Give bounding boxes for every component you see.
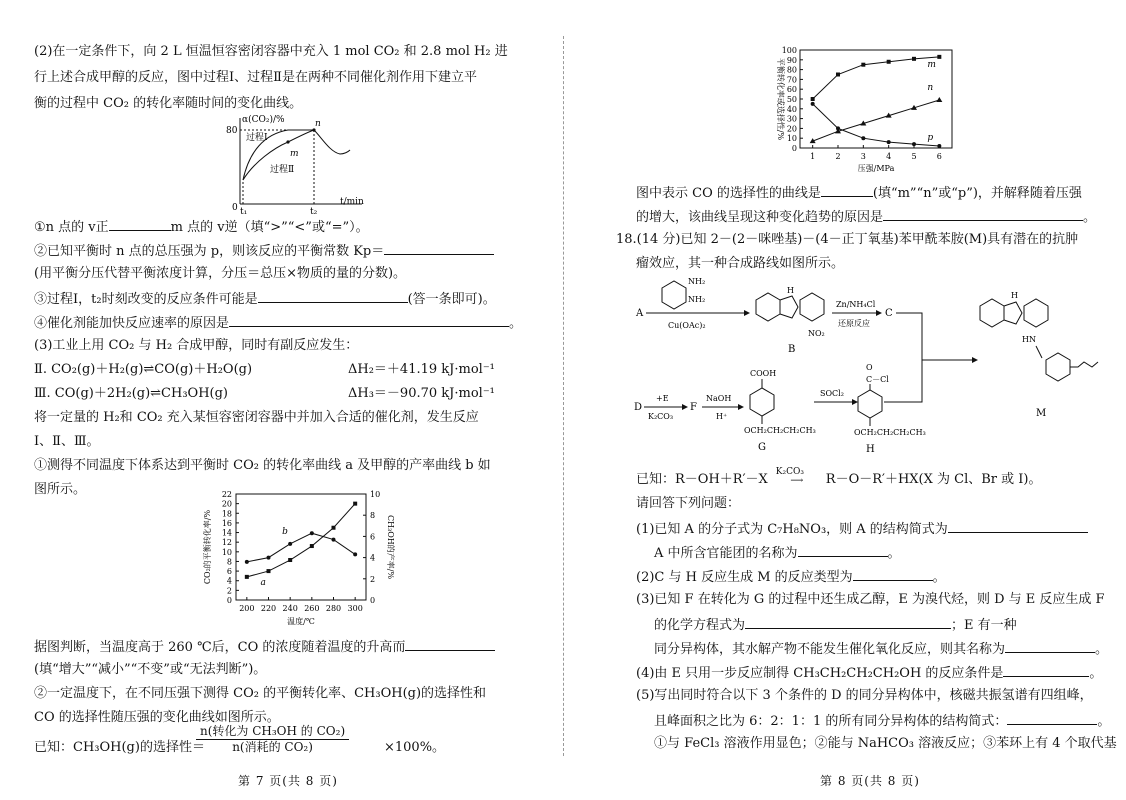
answer-blank-2[interactable] [384,242,494,255]
q3-sub1-line1: ①测得不同温度下体系达到平衡时 CO₂ 的转化率曲线 a 及甲醇的产率曲线 b 如 [34,458,491,473]
chart3-point-m [912,57,916,61]
chart2-xtick-label: 200 [239,604,255,613]
q18-sub3-b: 的化学方程式为 [654,618,746,633]
q2-sub4 [34,314,522,332]
chart3-point-m [811,97,815,101]
q2-sub4-a: ④催化剂能加快反应速率的原因是 [34,316,230,331]
chart3-ylabel: 平衡转化率或选择性/% [776,57,785,141]
q18-sub3-line3: 同分异构体，其水解产物不能发生催化氧化反应，则其名称为 。 [654,642,1109,657]
B-imidazole-ring [780,296,798,318]
B-phenyl-ring [800,293,824,321]
fig-pressure-chart [770,44,960,174]
q2-line1: (2)在一定条件下，向 2 L 恒温恒容密闭容器中充入 1 mol CO₂ 和 2.8 mol H₂ 进 [34,44,508,59]
arrowhead-D-F [682,404,688,410]
answer-blank-14[interactable] [1007,712,1097,725]
answer-blank-6[interactable] [821,184,873,197]
q18-line1: 18.(14 分)已知 2－(2－咪唑基)－(4－正丁氧基)苯甲酰苯胺(M)具有潜在的抗肿 [616,232,1079,247]
H-link-line [884,360,922,402]
chart2-ytick-label: 0 [226,596,232,605]
chart3-xtick-label: 3 [860,152,866,161]
chart2-ytick-label: 6 [226,567,232,577]
compound-H: H [866,444,875,455]
M-benzo-ring [980,299,1004,327]
q18-sub5-line1: (5)写出同时符合以下 3 个条件的 D 的同分异构体中，核磁共振氢谱有四组峰， [636,688,1093,703]
chart3-ytick-label: 100 [781,46,797,55]
arrowhead-G-H [852,399,858,405]
chart3-ytick-label: 10 [786,134,797,144]
known-label: 已知：CH₃OH(g)的选择性＝ [34,740,205,755]
fig1-label-m: m [290,149,299,159]
chart2-point-a [267,569,271,573]
known2-a: 已知：R－OH＋R′－X [636,472,768,487]
compound-B: B [788,344,796,355]
q18-sub5-line2: 且峰面积之比为 6：2：1：1 的所有同分异构体的结构简式： 。 [654,714,1111,729]
chart3-ytick-label: 70 [786,75,797,85]
H-o: O [866,363,873,372]
q2-sub2-a: ②已知平衡时 n 点的总压强为 p，则该反应的平衡常数 Kp＝ [34,244,385,259]
chart3-point-p [887,140,891,144]
answer-blank-3[interactable] [258,290,408,303]
answer-blank-8[interactable] [948,520,1088,533]
chart2-point-b [332,538,336,542]
fig1-origin: 0 [232,203,238,213]
synthesis-scheme [632,276,1102,458]
q2-sub1-b: m 点的 v逆（填“>”“<”或“=”）。 [170,220,369,235]
chart2-series-label-a: a [260,578,266,589]
q3-line2: 将一定量的 H₂和 CO₂ 充入某恒容密闭容器中并加入合适的催化剂，发生反应 [34,410,479,425]
chart3-xtick-label: 6 [936,152,942,161]
q18-sub5-line3: ①与 FeCl₃ 溶液作用显色；②能与 NaHCO₃ 溶液反应；③苯环上有 4 个取代基 [654,736,1117,751]
chart3-point-p [937,144,941,148]
q2-sub1-a: ①n 点的 v正 [34,220,109,235]
q2-sub1 [34,218,369,236]
H-ring [858,390,882,418]
q18-sub5-b: 且峰面积之比为 6：2：1：1 的所有同分异构体的结构简式： [654,714,1008,729]
answer-blank-9[interactable] [798,544,888,557]
chart3-xtick-label: 2 [835,152,841,161]
chart2-ytick-label: 2 [226,586,232,596]
reagent-ring [662,281,686,309]
C-link-line [896,313,922,360]
G-ring [750,388,774,416]
answer-blank-5[interactable] [405,638,495,651]
arrowhead-A-B [744,310,750,316]
chart2-point-b [288,542,292,546]
M-benzoyl-ring [1046,353,1070,381]
q3-sub2-line2: CO 的选择性随压强的变化曲线如图所示。 [34,710,280,725]
fig-temperature-chart [196,490,416,630]
fig1-after-t2-curve [314,130,350,154]
q18-line2: 瘤效应，其一种合成路线如图所示。 [636,256,845,271]
q18-sub1-a: (1)已知 A 的分子式为 C₇H₈NO₃，则 A 的结构简式为 [636,522,948,537]
chart2-xtick-label: 300 [347,604,363,613]
compound-C: C [885,308,893,319]
q18-sub1 [636,520,1088,538]
chart3-series-label-p: p [927,133,934,144]
co-q-d: 。 [1083,210,1097,225]
fraction-tail: ×100%。 [384,740,446,755]
co-question-line2 [636,208,1096,226]
M-hn: HN [1022,335,1036,344]
chart3-series-line-p [813,104,940,146]
M-nh: H [1011,291,1018,300]
G-cooh: COOH [750,369,777,378]
M-butoxy-chain [1070,362,1098,367]
chart2-frame [236,494,366,600]
reagent-socl2: SOCl₂ [820,389,844,398]
reagent-h: H⁺ [716,412,728,421]
chart2-ytick-label: 20 [221,499,232,509]
reagent-nh2-b: NH₂ [688,295,706,304]
chart2-series-line-b [247,533,355,562]
chart3-xtick-label: 1 [810,152,816,161]
chart3-ytick-label: 50 [786,95,797,104]
chart3-ytick-label: 60 [786,85,797,95]
q2-line3: 衡的过程中 CO₂ 的转化率随时间的变化曲线。 [34,96,303,111]
H-obu: OCH₂CH₂CH₂CH₃ [854,428,926,437]
fig1-xlabel: t/min [340,197,364,207]
H-cocl: C－Cl [866,375,889,384]
reaction-3-dh: ΔH₃＝－90.70 kJ·mol⁻¹ [348,386,495,401]
chart2-point-a [288,558,292,562]
compound-F: F [690,402,697,413]
chart2-xtick-label: 280 [325,604,342,613]
chart3-point-p [861,136,865,140]
reagent-nh2-a: NH₂ [688,277,706,286]
q3-sub2-line1: ②一定温度下，在不同压强下测得 CO₂ 的平衡转化率、CH₃OH(g)的选择性和 [34,686,487,701]
chart3-xtick-label: 5 [911,152,917,161]
chart3-xlabel: 压强/MPa [857,164,895,173]
chart3-series-line-m [813,57,940,99]
q18-sub3-c: 同分异构体，其水解产物不能发生催化氧化反应，则其名称为 [654,642,1006,657]
chart3-ytick-label: 0 [791,144,797,153]
chart3-series-line-n [813,100,940,144]
fraction-numerator: n(转化为 CH₃OH 的 CO₂) [196,724,349,740]
M-phenyl-ring [1024,299,1048,327]
q3-judge-note: (填“增大”“减小”“不变”或“无法判断”)。 [34,662,267,677]
reaction-2: Ⅱ. CO₂(g)＋H₂(g)⇌CO(g)＋H₂O(g) [34,362,253,377]
compound-M: M [1036,408,1047,419]
chart3-point-p [912,142,916,146]
B-nh: H [787,286,794,295]
chart2-y2tick-label: 10 [370,490,381,499]
chart2-y2tick-label: 2 [370,574,376,584]
chart2-ytick-label: 4 [226,576,232,586]
arrowhead-to-M [972,357,978,363]
chart2-xtick-label: 240 [282,604,298,613]
chart3-point-m [861,63,865,67]
reagent-cu: Cu(OAc)₂ [668,321,706,330]
chart2-ytick-label: 14 [221,528,232,538]
reagent-e: +E [656,394,669,403]
M-imidazole-ring [1004,302,1022,324]
chart3-ytick-label: 20 [786,124,797,134]
q18-sub3-line1: (3)已知 F 在转化为 G 的过程中还生成乙醇，E 为溴代烃，则 D 与 E 反应生成 F [636,592,1105,607]
fig1-t2: t₂ [310,207,318,217]
chart2-ytick-label: 16 [221,518,232,528]
fig1-label-process2: 过程Ⅱ [270,165,295,175]
chart2-xlabel: 温度/℃ [287,617,315,626]
q18-sub2: (2)C 与 H 反应生成 M 的反应类型为 。 [636,570,946,585]
chart2-y2tick-label: 8 [370,511,376,521]
chart2-y2label: CH₃OH的产率/% [386,514,395,580]
q18-sub4-a: (4)由 E 只用一步反应制得 CH₃CH₂CH₂CH₂OH 的反应条件是 [636,666,1004,681]
answer-blank-11[interactable] [745,616,951,629]
q3-judge [34,638,495,656]
reagent-naoh: NaOH [706,394,732,403]
compound-A: A [636,308,644,319]
footer-page-7: 第 7 页(共 8 页) [238,774,338,788]
q2-sub2 [34,242,494,260]
chart2-xtick-label: 260 [304,604,320,613]
q3-line3: Ⅰ、Ⅱ、Ⅲ。 [34,434,100,449]
footer-page-8: 第 8 页(共 8 页) [820,774,920,788]
M-amide-bond [1036,346,1042,358]
q3-line1: (3)工业上用 CO₂ 与 H₂ 合成甲醇，同时有副反应发生： [34,338,359,353]
known-ether [636,467,1042,489]
fig1-y80: 80 [226,126,238,136]
chart3-ytick-label: 90 [786,55,797,65]
page-8 [564,0,1126,800]
reagent-zn: Zn/NH₄Cl [836,300,876,309]
B-no2: NO₂ [808,329,825,338]
chart2-ytick-label: 12 [221,538,232,548]
q18-sub4: (4)由 E 只用一步反应制得 CH₃CH₂CH₂CH₂OH 的反应条件是 。 [636,666,1103,681]
q18-sub3-line2 [654,616,1017,634]
arrowhead-F-G [738,404,744,410]
known2-arrow: K₂CO₃ ⟶ [768,473,826,489]
co-q-c: 的增大，该曲线呈现这种变化趋势的原因是 [636,210,884,225]
chart2-ytick-label: 10 [221,547,232,557]
chart2-point-a [332,526,336,530]
compound-D: D [634,402,643,413]
known2-b: R－O－R′＋HX(X 为 Cl、Br 或 I)。 [825,472,1042,487]
chart2-point-b [267,556,271,560]
reagent-reduction: 还原反应 [838,319,870,328]
chart2-xtick-label: 220 [260,604,277,613]
answer-blank-1[interactable] [109,218,171,231]
chart2-series-line-a [247,504,355,577]
chart2-ytick-label: 8 [226,557,232,567]
chart2-y2tick-label: 4 [370,553,376,563]
G-obu: OCH₂CH₂CH₂CH₃ [744,426,816,435]
chart2-series-label-b: b [282,526,288,537]
co-q-a: 图中表示 CO 的选择性的曲线是 [636,186,821,201]
chart2-y2tick-label: 0 [370,596,376,605]
q2-sub3 [34,290,496,308]
selectivity-fraction [196,724,349,755]
reagent-k2co3: K₂CO₃ [648,412,674,421]
fig1-t1: t₁ [240,207,248,217]
q18-sub2-a: (2)C 与 H 反应生成 M 的反应类型为 [636,570,853,585]
fig-process-curve [214,112,374,217]
chart3-point-n [936,97,942,102]
chart3-point-m [887,60,891,64]
chart3-series-label-n: n [927,82,934,93]
answer-blank-7[interactable] [883,208,1083,221]
chart3-xtick-label: 4 [886,152,892,161]
q18-sub1-b: A 中所含官能团的名称为 [654,546,798,561]
answer-blank-12[interactable] [1005,640,1095,653]
B-benzo-ring [756,293,780,321]
chart3-point-p [836,126,840,130]
fig1-ylabel: α(CO₂)/% [242,115,285,125]
q2-sub3-a: ③过程Ⅰ，t₂时刻改变的反应条件可能是 [34,292,258,307]
chart2-point-a [353,502,357,506]
q3-sub1-line2: 图所示。 [34,482,87,497]
reaction-2-dh: ΔH₂＝＋41.19 kJ·mol⁻¹ [348,362,495,377]
chart3-series-label-m: m [927,59,936,70]
fraction-denominator: n(消耗的 CO₂) [232,740,313,754]
answer-blank-10[interactable] [853,568,933,581]
page-7 [0,0,562,800]
q18-sub1b: A 中所含官能团的名称为 。 [654,546,901,561]
q2-sub3-b: (答一条即可)。 [407,292,496,307]
compound-G: G [758,442,766,453]
chart2-y2tick-label: 6 [370,532,376,542]
chart3-point-p [811,102,815,106]
fig1-label-process1: 过程Ⅰ [246,133,268,143]
q3-judge-text: 据图判断，当温度高于 260 ℃后，CO 的浓度随着温度的升高而 [34,640,406,655]
chart2-point-a [310,544,314,548]
chart2-point-b [245,560,249,564]
q2-sub4-b: 。 [509,316,523,331]
ask-line: 请回答下列问题： [636,496,741,511]
fig1-point-m [286,140,289,143]
q2-line2: 行上述合成甲醇的反应，图中过程Ⅰ、过程Ⅱ是在两种不同催化剂作用下建立平 [34,70,477,85]
answer-blank-13[interactable] [1003,664,1089,677]
chart3-ytick-label: 30 [786,114,797,124]
chart2-ytick-label: 18 [221,509,232,519]
chart3-ytick-label: 40 [786,104,797,114]
arrowhead-B-C [876,310,882,316]
known2-cat: K₂CO₃ [775,467,804,477]
chart2-point-a [245,575,249,579]
q18-sub3-b2: ；E 有一种 [951,618,1017,633]
reaction-3: Ⅲ. CO(g)＋2H₂(g)⇌CH₃OH(g) [34,386,229,401]
answer-blank-4[interactable] [229,314,509,327]
q2-sub2-note: (用平衡分压代替平衡浓度计算，分压＝总压×物质的量的分数)。 [34,266,407,281]
chart2-ylabel: CO₂的平衡转化率/% [203,509,212,585]
chart3-point-m [836,73,840,77]
chart2-ytick-label: 22 [221,490,232,499]
selectivity-definition [34,740,205,756]
chart2-point-b [353,552,357,556]
co-q-b: (填“m”“n”或“p”)，并解释随着压强 [872,186,1082,201]
fig1-label-n: n [315,119,321,129]
chart3-point-m [937,55,941,59]
chart2-point-b [310,531,314,535]
chart3-ytick-label: 80 [786,65,797,75]
co-question-line1 [636,184,1082,202]
